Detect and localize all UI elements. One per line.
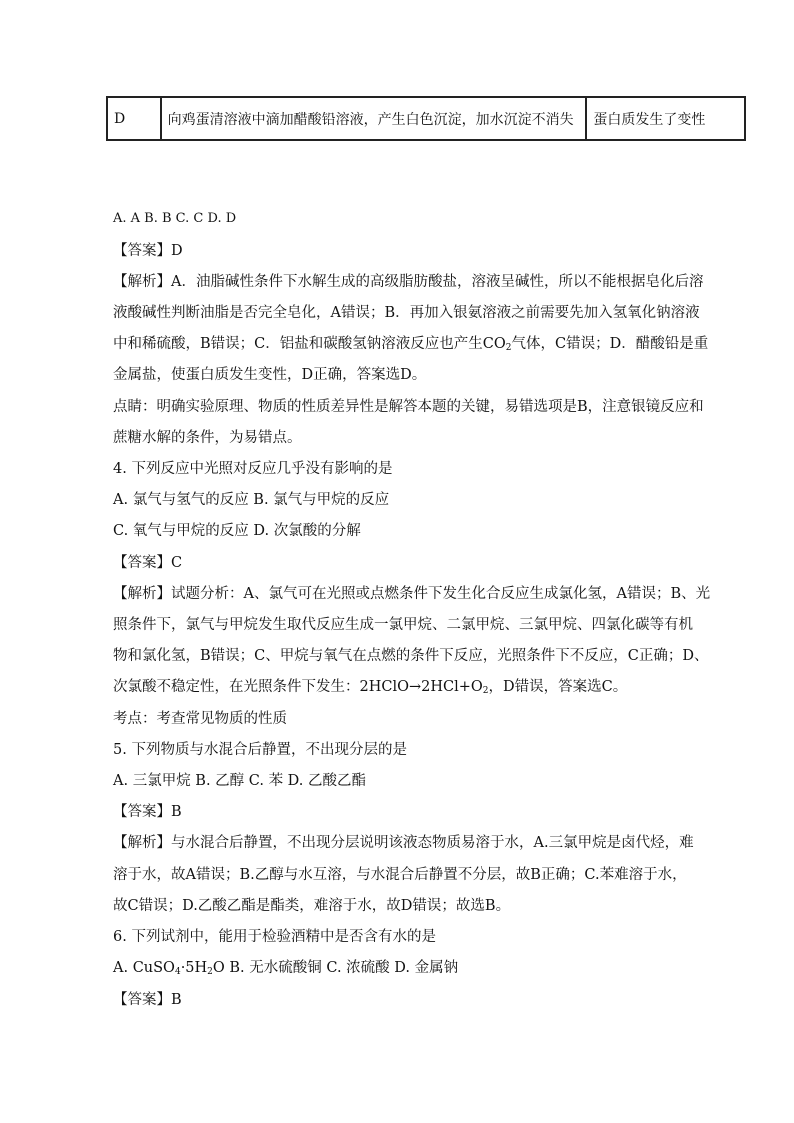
table-row — [107, 97, 745, 140]
q3-analysis-line: 中和稀硫酸，B错误；C．铝盐和碳酸氢钠溶液反应也产生$CO_2$气体，C错误；D．醋酸铅是重 — [113, 336, 709, 353]
table-cell-label: D — [107, 97, 161, 140]
q5-options: A. 三氯甲烷 B. 乙醇 C. 苯 D. 乙酸乙酯 — [113, 773, 367, 789]
q6-options: A. $CuSO_4\cdot 5H_2O$ B. 无水硫酸铜 C. 浓硫酸 D. 金属钠 — [113, 960, 459, 977]
options-table — [106, 96, 746, 141]
q3-answer: 【答案】D — [113, 243, 183, 259]
q5-answer: 【答案】B — [113, 804, 182, 820]
q4-analysis-line: 照条件下，氯气与甲烷发生取代反应生成一氯甲烷、二氯甲烷、三氯甲烷、四氯化碳等有机 — [113, 617, 693, 633]
q3-comment-line: 蔗糖水解的条件，为易错点。 — [113, 430, 302, 446]
q3-analysis-line: 液酸碱性判断油脂是否完全皂化，A错误；B．再加入银氨溶液之前需要先加入氢氧化钠溶液 — [113, 305, 700, 321]
q4-stem: 4. 下列反应中光照对反应几乎没有影响的是 — [113, 461, 393, 477]
q3-options: A. A B. B C. C D. D — [113, 211, 237, 226]
q5-analysis-line: 故C错误；D.乙酸乙酯是酯类，难溶于水，故D错误；故选B。 — [113, 898, 511, 914]
q5-stem: 5. 下列物质与水混合后静置，不出现分层的是 — [113, 742, 407, 758]
q6-answer: 【答案】B — [113, 992, 182, 1008]
q5-analysis-line: 【解析】与水混合后静置，不出现分层说明该液态物质易溶于水，A.三氯甲烷是卤代烃，难 — [113, 835, 694, 851]
q3-analysis-line: 金属盐，使蛋白质发生变性，D正确，答案选D。 — [113, 367, 427, 383]
q3-comment-line: 点睛：明确实验原理、物质的性质差异性是解答本题的关键，易错选项是B，注意银镜反应和 — [113, 399, 704, 415]
q5-analysis-line: 溶于水，故A错误；B.乙醇与水互溶，与水混合后静置不分层，故B正确；C.苯难溶于水， — [113, 867, 687, 883]
q4-analysis-line: 物和氯化氢，B错误；C、甲烷与氧气在点燃的条件下反应，光照条件下不反应，C正确；D、 — [113, 648, 709, 664]
q4-options: A. 氯气与氢气的反应 B. 氯气与甲烷的反应 — [113, 492, 390, 508]
q4-options: C. 氧气与甲烷的反应 D. 次氯酸的分解 — [113, 523, 361, 539]
q3-analysis-line: 【解析】A．油脂碱性条件下水解生成的高级脂肪酸盐，溶液呈碱性，所以不能根据皂化后溶 — [113, 274, 704, 290]
table-cell-conclusion: 蛋白质发生了变性 — [586, 97, 745, 140]
table-cell-experiment: 向鸡蛋清溶液中滴加醋酸铅溶液，产生白色沉淀，加水沉淀不消失 — [161, 97, 587, 140]
q4-analysis-line: 【解析】试题分析：A、氯气可在光照或点燃条件下发生化合反应生成氯化氢，A错误；B、光 — [113, 586, 711, 602]
q4-point: 考点：考查常见物质的性质 — [113, 711, 287, 727]
q4-answer: 【答案】C — [113, 555, 183, 571]
q4-analysis-line: 次氯酸不稳定性，在光照条件下发生：$2HClO\to 2HCl+O_2$，D错误，答案选C。 — [113, 679, 628, 696]
q6-stem: 6. 下列试剂中，能用于检验酒精中是否含有水的是 — [113, 929, 436, 945]
